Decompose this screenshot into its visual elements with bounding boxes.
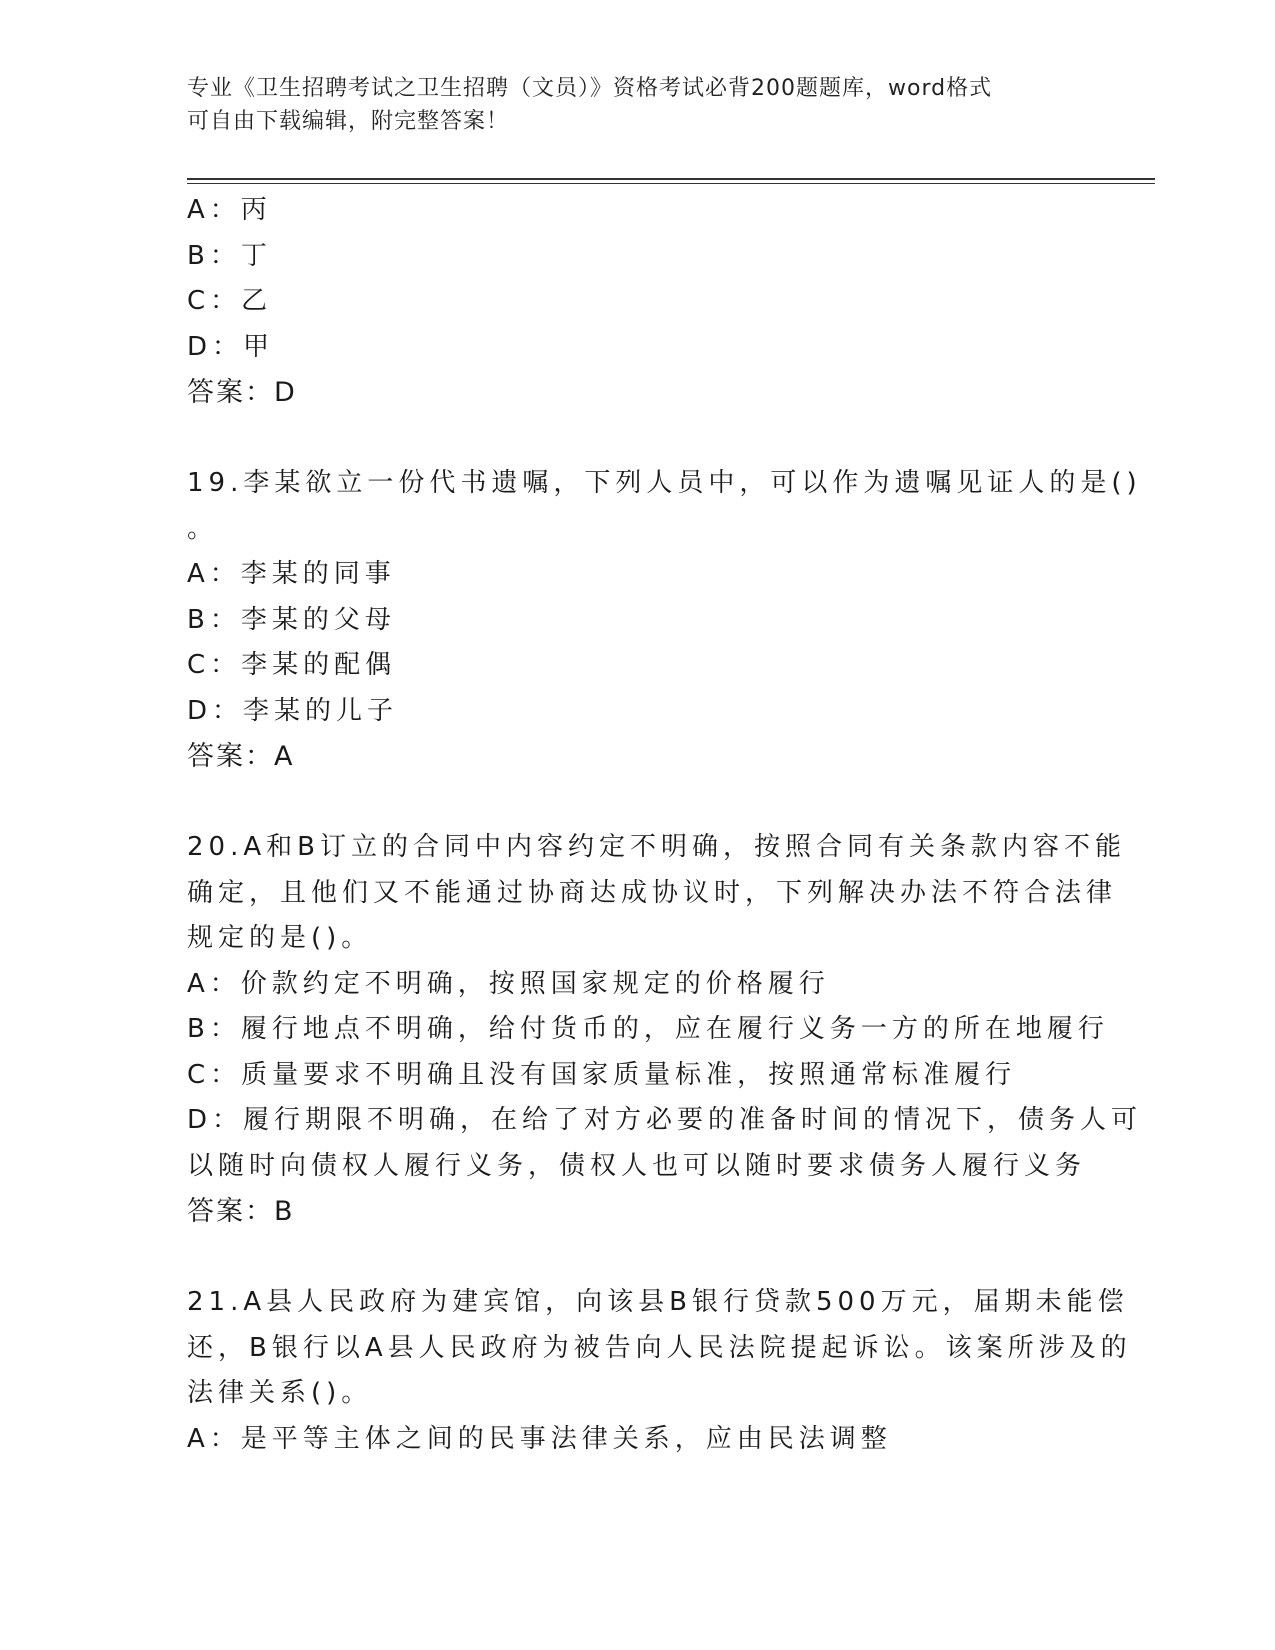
spacer [187,780,1087,826]
option-b: B：履行地点不明确，给付货币的，应在履行义务一方的所在地履行 [187,1014,1109,1044]
question-20 [187,825,1143,1235]
option-a: A：价款约定不明确，按照国家规定的价格履行 [187,968,830,999]
answer: 答案：D [187,377,297,408]
question-stem-line: 还，B银行以A县人民政府为被告向人民法院提起诉讼。该案所涉及的 [187,1332,1132,1363]
question-stem-line: 21.A县人民政府为建宾馆，向该县B银行贷款500万元，届期未能偿 [187,1287,1129,1317]
header-line-1: 专业《卫生招聘考试之卫生招聘（文员）》资格考试必背200题题库，word格式 [187,76,993,101]
header-line-2: 可自由下载编辑，附完整答案！ [187,109,510,134]
question-stem-line: 20.A和B订立的合同中内容约定不明确，按照合同有关条款内容不能 [187,832,1126,862]
option-d: D：李某的儿子 [187,695,399,726]
spacer [187,1235,1087,1281]
spacer [187,416,1087,462]
option-d: D：甲 [187,331,275,362]
option-c: C：质量要求不明确且没有国家质量标准，按照通常标准履行 [187,1059,1017,1090]
option-b: B：丁 [187,240,272,271]
header-rule-thick [187,178,1155,180]
option-a: A：是平等主体之间的民事法律关系，应由民法调整 [187,1423,892,1454]
question-stem-line: 法律关系()。 [187,1378,373,1408]
question-stem-line: 确定，且他们又不能通过协商达成协议时，下列解决办法不符合法律 [187,877,1118,908]
option-a: A：李某的同事 [187,559,396,589]
option-d: D：履行期限不明确，在给了对方必要的准备时间的情况下，债务人可 [187,1105,1143,1135]
answer: 答案：A [187,741,295,772]
question-stem-line: 规定的是()。 [187,923,373,953]
option-a: A：丙 [187,195,272,225]
question-stem-line: 19.李某欲立一份代书遗嘱，下列人员中，可以作为遗嘱见证人的是() [187,468,1142,498]
answer: 答案：B [187,1196,295,1227]
question-19 [187,461,1142,780]
option-c: C：李某的配偶 [187,650,397,680]
question-content [187,188,1143,1462]
header-rule-thin [187,183,1155,184]
option-c: C：乙 [187,286,273,316]
document-header [187,72,1067,138]
question-18 [187,188,1087,416]
option-b: B：李某的父母 [187,604,396,635]
option-d-continued: 以随时向债权人履行义务，债权人也可以随时要求债务人履行义务 [187,1150,1087,1181]
question-21 [187,1280,1132,1462]
question-stem-line: 。 [187,513,219,544]
